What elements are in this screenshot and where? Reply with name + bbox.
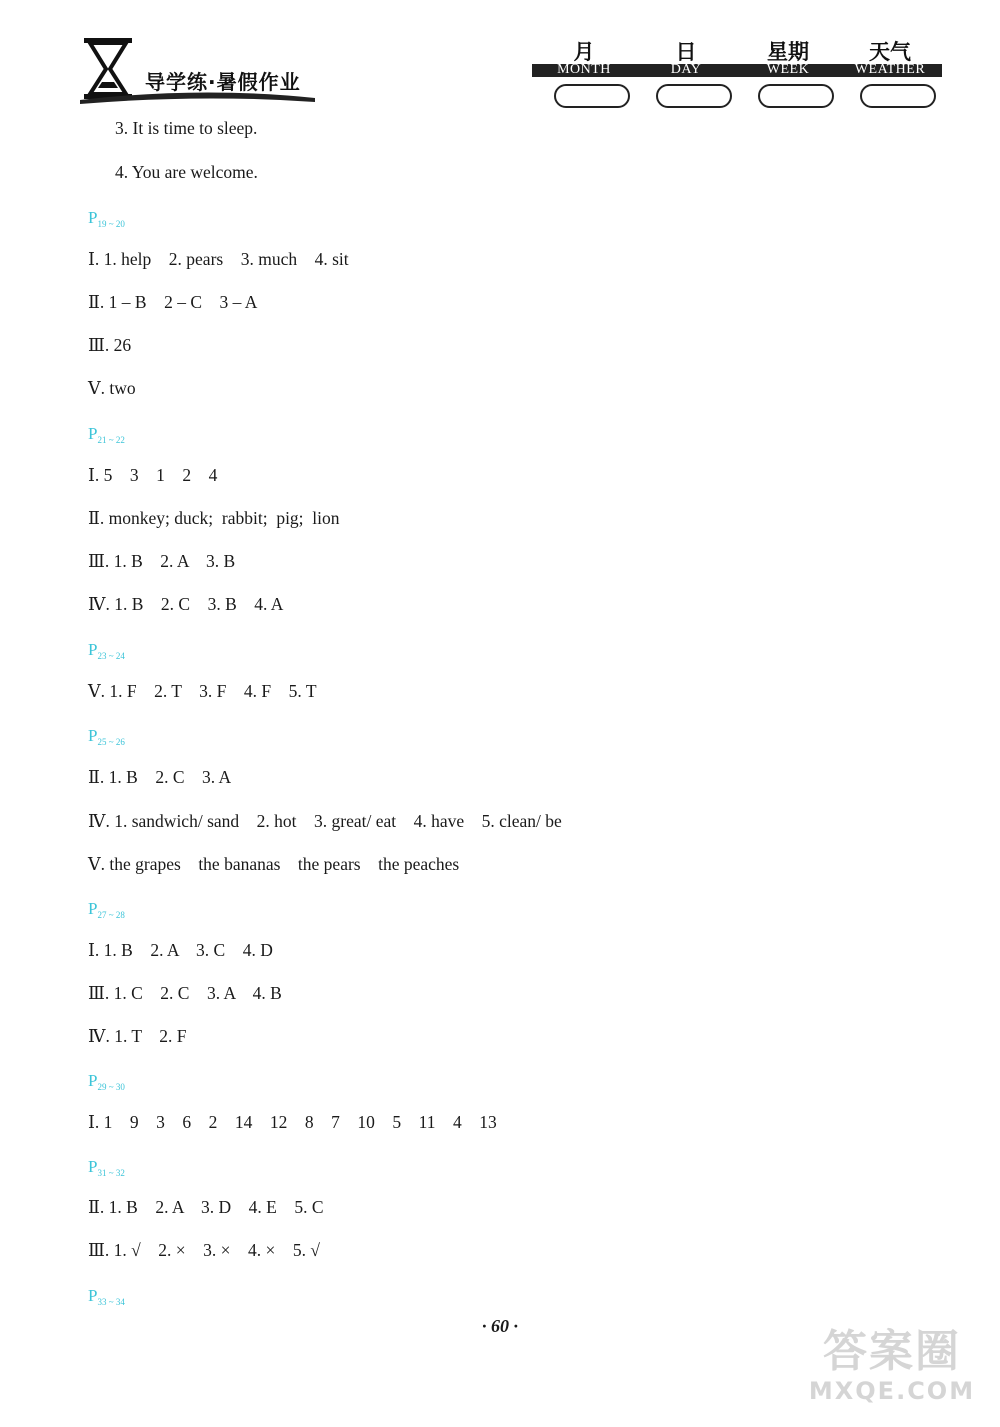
answer-line: Ⅲ. 26 [88, 335, 132, 355]
week-input-oval[interactable] [758, 84, 834, 108]
answer-line: Ⅲ. 1. √ 2. × 3. × 4. × 5. √ [88, 1240, 320, 1260]
answer-line: Ⅳ. 1. B 2. C 3. B 4. A [88, 594, 284, 614]
page-ref-range: 25 ~ 26 [97, 737, 125, 747]
week-label-cn: 星期 [767, 40, 809, 64]
day-label-en: DAY [670, 62, 702, 77]
month-label-en: MONTH [557, 62, 611, 77]
page-ref [88, 1071, 125, 1091]
answer-line: Ⅲ. 1. C 2. C 3. A 4. B [88, 983, 282, 1003]
page-ref-p: P [88, 424, 98, 443]
answer-line: Ⅴ. the grapes the bananas the pears the peaches [88, 854, 460, 874]
answer-line: 4. You are welcome. [115, 162, 258, 182]
page-ref [88, 208, 125, 228]
page-ref-p: P [88, 899, 98, 918]
answer-line: Ⅰ. 1 9 3 6 2 14 12 8 7 10 5 11 4 13 [88, 1112, 497, 1132]
month-label-cn: 月 [573, 40, 595, 64]
page-ref-range: 19 ~ 20 [97, 219, 125, 229]
page-ref [88, 1286, 125, 1306]
day-input-oval[interactable] [656, 84, 732, 108]
answer-line: Ⅴ. 1. F 2. T 3. F 4. F 5. T [88, 681, 317, 701]
month-input-oval[interactable] [554, 84, 630, 108]
answer-line: Ⅱ. monkey; duck; rabbit; pig; lion [88, 508, 340, 528]
book-title: 导学练·暑假作业 [145, 70, 301, 94]
page-ref-range: 31 ~ 32 [97, 1168, 125, 1178]
answer-line: Ⅱ. 1. B 2. C 3. A [88, 767, 232, 787]
page-ref-p: P [88, 726, 98, 745]
page-ref-range: 29 ~ 30 [97, 1082, 125, 1092]
page-ref-p: P [88, 1286, 98, 1305]
page-ref-range: 23 ~ 24 [97, 651, 125, 661]
page-ref-p: P [88, 1071, 98, 1090]
week-label-en: WEEK [766, 62, 810, 77]
page-ref-range: 21 ~ 22 [97, 435, 125, 445]
site-watermark [802, 1327, 982, 1419]
month-field[interactable] [532, 36, 636, 112]
answer-line: 3. It is time to sleep. [115, 118, 258, 138]
answer-line: Ⅰ. 1. help 2. pears 3. much 4. sit [88, 249, 349, 269]
day-field[interactable] [634, 36, 738, 112]
weather-field[interactable] [838, 36, 942, 112]
page-ref-p: P [88, 208, 98, 227]
date-weather-fields [532, 36, 942, 112]
page-ref [88, 899, 125, 919]
page-ref [88, 726, 125, 746]
page-ref-p: P [88, 1157, 98, 1176]
answer-line: Ⅳ. 1. T 2. F [88, 1026, 187, 1046]
answer-line: Ⅳ. 1. sandwich/ sand 2. hot 3. great/ eat 4. have 5. clean/ be [88, 811, 562, 831]
weather-input-oval[interactable] [860, 84, 936, 108]
answer-line: Ⅰ. 1. B 2. A 3. C 4. D [88, 940, 273, 960]
page-ref-range: 33 ~ 34 [97, 1297, 125, 1307]
page-ref [88, 424, 125, 444]
page-number: · 60 · [482, 1316, 518, 1336]
watermark-url: MXQE.COM [808, 1377, 976, 1405]
watermark-logo-text: 答案圈 [823, 1326, 961, 1377]
page-ref-p: P [88, 640, 98, 659]
weather-label-cn: 天气 [869, 40, 911, 64]
page-ref [88, 1157, 125, 1177]
week-field[interactable] [736, 36, 840, 112]
page-ref [88, 640, 125, 660]
answer-line: Ⅱ. 1. B 2. A 3. D 4. E 5. C [88, 1197, 324, 1217]
day-label-cn: 日 [675, 40, 697, 64]
answer-line: Ⅰ. 5 3 1 2 4 [88, 465, 218, 485]
page-ref-range: 27 ~ 28 [97, 910, 125, 920]
answer-line: Ⅱ. 1 – B 2 – C 3 – A [88, 292, 258, 312]
answer-line: Ⅴ. two [88, 378, 136, 398]
weather-label-en: WEATHER [854, 62, 926, 77]
answer-line: Ⅲ. 1. B 2. A 3. B [88, 551, 236, 571]
